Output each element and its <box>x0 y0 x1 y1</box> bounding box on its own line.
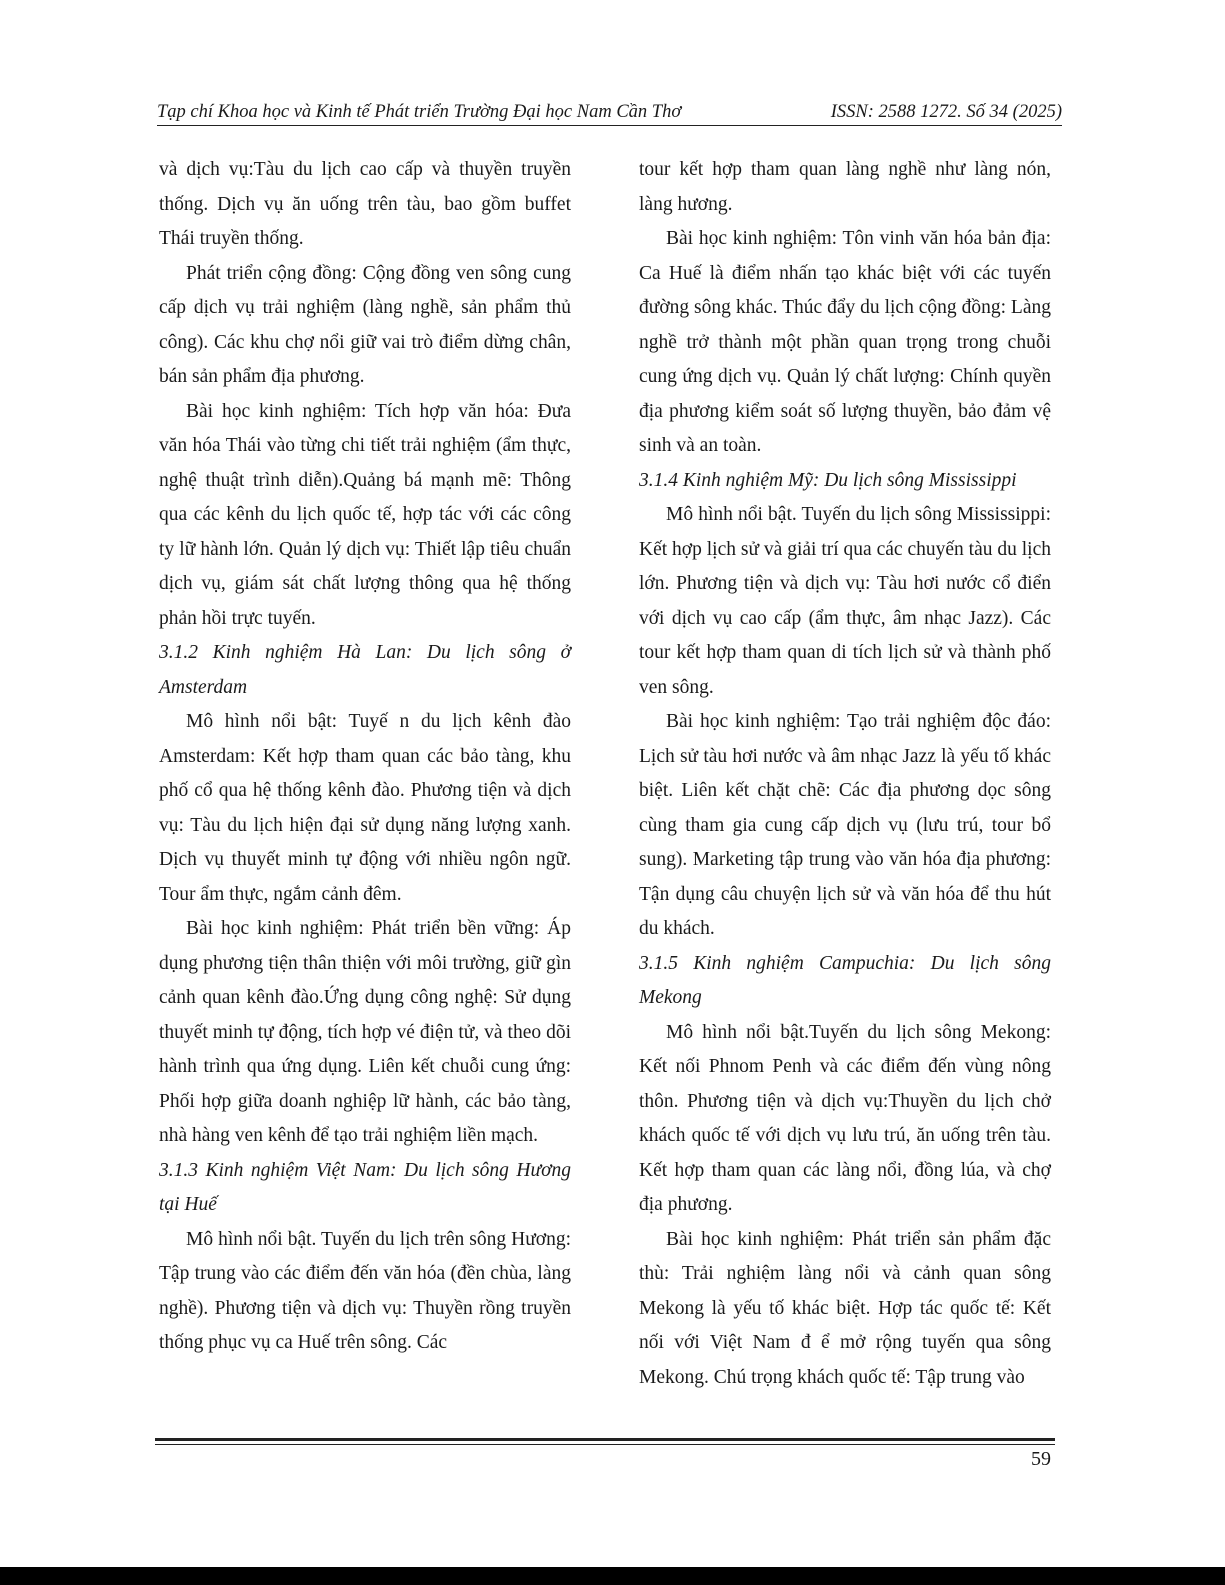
journal-title: Tạp chí Khoa học và Kinh tế Phát triển Trường Đại học Nam Cần Thơ <box>157 102 682 122</box>
running-header <box>157 100 1062 126</box>
page-number: 59 <box>1031 1448 1051 1470</box>
section-heading: 3.1.2 Kinh nghiệm Hà Lan: Du lịch sông ở Amsterdam <box>159 642 571 698</box>
paragraph: Bài học kinh nghiệm: Phát triển bền vững: Áp dụng phương tiện thân thiện với môi trường, giữ gìn cảnh quan kênh đào.Ứng dụng công nghệ: Sử dụng thuyết minh tự động, tích hợp vé điện tử, và theo dõi hành trình qua ứng dụng. Liên kết chuỗi cung ứng: Phối hợp giữa doanh nghiệp lữ hành, các bảo tàng, nhà hàng ven kênh để tạo trải nghiệm liền mạch. <box>159 918 571 1146</box>
paragraph: Phát triển cộng đồng: Cộng đồng ven sông cung cấp dịch vụ trải nghiệm (làng nghề, sản phẩm thủ công). Các khu chợ nổi giữ vai trò điểm dừng chân, bán sản phẩm địa phương. <box>159 262 571 387</box>
paragraph: Bài học kinh nghiệm: Tạo trải nghiệm độc đáo: Lịch sử tàu hơi nước và âm nhạc Jazz là yếu tố khác biệt. Liên kết chặt chẽ: Các địa phương dọc sông cùng tham gia cung cấp dịch vụ (lưu trú, tour bổ sung). Marketing tập trung vào văn hóa địa phương: Tận dụng câu chuyện lịch sử và văn hóa để thu hút du khách. <box>639 711 1051 939</box>
header-rule <box>157 125 1062 126</box>
left-column <box>159 153 571 1361</box>
paragraph: Bài học kinh nghiệm: Phát triển sản phẩm đặc thù: Trải nghiệm làng nổi và cảnh quan sông Mekong là yếu tố khác biệt. Hợp tác quốc tế: Kết nối với Việt Nam đ ể mở rộng tuyến qua sông Mekong. Chú trọng khách quốc tế: Tập trung vào <box>639 1228 1051 1388</box>
section-heading: 3.1.4 Kinh nghiệm Mỹ: Du lịch sông Mississippi <box>639 469 1017 491</box>
paragraph-continuation: tour kết hợp tham quan làng nghề như làng nón, làng hương. <box>639 159 1051 215</box>
scan-edge-bar <box>0 1567 1225 1585</box>
paragraph: Mô hình nổi bật: Tuyế n du lịch kênh đào Amsterdam: Kết hợp tham quan các bảo tàng, khu phố cổ qua hệ thống kênh đào. Phương tiện và dịch vụ: Tàu du lịch hiện đại sử dụng năng lượng xanh. Dịch vụ thuyết minh tự động với nhiều ngôn ngữ. Tour ẩm thực, ngắm cảnh đêm. <box>159 711 571 905</box>
paragraph: Mô hình nổi bật. Tuyến du lịch sông Mississippi: Kết hợp lịch sử và giải trí qua các chuyến tàu du lịch lớn. Phương tiện và dịch vụ: Tàu hơi nước cổ điển với dịch vụ cao cấp (ẩm thực, âm nhạc Jazz). Các tour kết hợp tham quan di tích lịch sử và thành phố ven sông. <box>639 504 1051 698</box>
paragraph: Bài học kinh nghiệm: Tôn vinh văn hóa bản địa: Ca Huế là điểm nhấn tạo khác biệt với các tuyến đường sông khác. Thúc đẩy du lịch cộng đồng: Làng nghề trở thành một phần quan trọng trong chuỗi cung ứng dịch vụ. Quản lý chất lượng: Chính quyền địa phương kiểm soát số lượng thuyền, bảo đảm vệ sinh và an toàn. <box>639 228 1051 456</box>
paragraph: Mô hình nổi bật.Tuyến du lịch sông Mekong: Kết nối Phnom Penh và các điểm đến vùng nông thôn. Phương tiện và dịch vụ:Thuyền du lịch chở khách quốc tế với dịch vụ lưu trú, ăn uống trên tàu. Kết hợp tham quan các làng nổi, đồng lúa, và chợ địa phương. <box>639 1021 1051 1215</box>
section-heading: 3.1.5 Kinh nghiệm Campuchia: Du lịch sông Mekong <box>639 952 1051 1008</box>
paragraph: Mô hình nổi bật. Tuyến du lịch trên sông Hương: Tập trung vào các điểm đến văn hóa (đền chùa, làng nghề). Phương tiện và dịch vụ: Thuyền rồng truyền thống phục vụ ca Huế trên sông. Các <box>159 1228 571 1353</box>
right-column <box>639 153 1051 1395</box>
paragraph-continuation: và dịch vụ:Tàu du lịch cao cấp và thuyền truyền thống. Dịch vụ ăn uống trên tàu, bao gồm buffet Thái truyền thống. <box>159 159 571 249</box>
footer-rule-thin <box>155 1444 1055 1445</box>
issn-issue: ISSN: 2588 1272. Số 34 (2025) <box>830 102 1062 122</box>
section-heading: 3.1.3 Kinh nghiệm Việt Nam: Du lịch sông Hương tại Huế <box>159 1159 571 1215</box>
footer-rule-thick <box>155 1438 1055 1441</box>
paragraph: Bài học kinh nghiệm: Tích hợp văn hóa: Đưa văn hóa Thái vào từng chi tiết trải nghiệm (ẩm thực, nghệ thuật trình diễn).Quảng bá mạnh mẽ: Thông qua các kênh du lịch quốc tế, hợp tác với các công ty lữ hành lớn. Quản lý dịch vụ: Thiết lập tiêu chuẩn dịch vụ, giám sát chất lượng thông qua hệ thống phản hồi trực tuyến. <box>159 400 571 629</box>
